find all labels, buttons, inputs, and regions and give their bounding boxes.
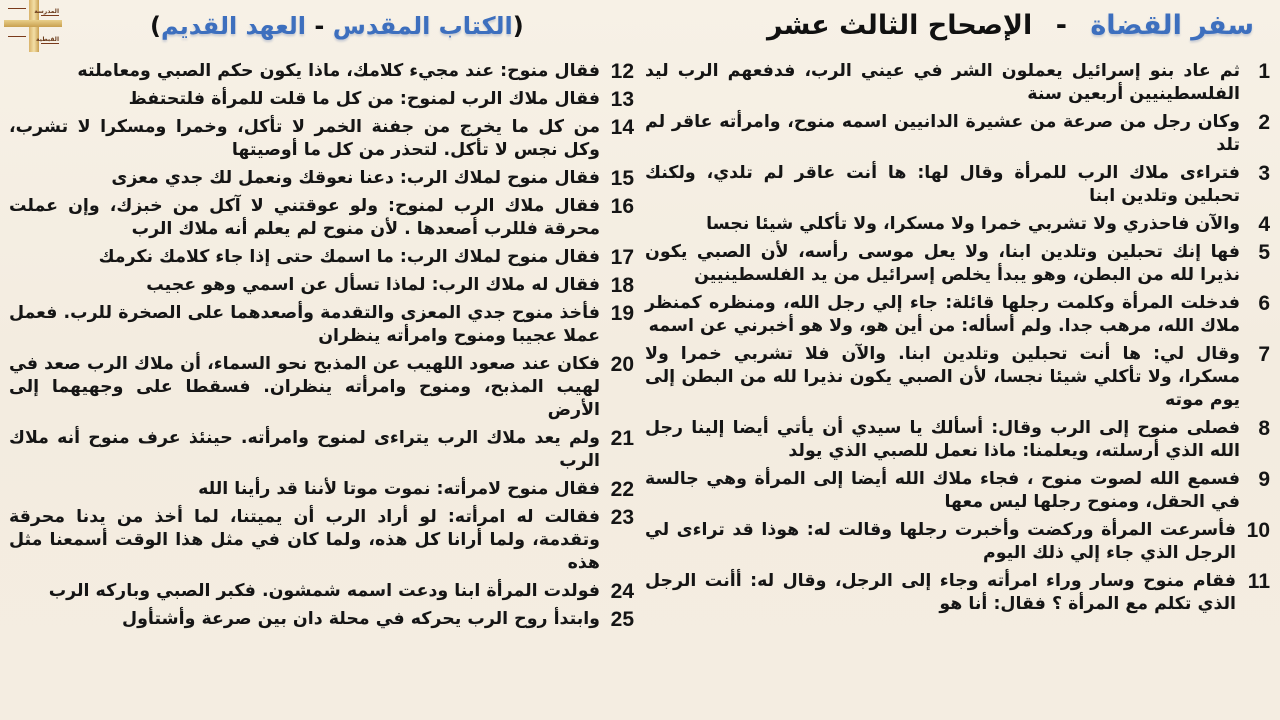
verse-number: 8 bbox=[1258, 417, 1270, 440]
verse bbox=[645, 519, 1270, 565]
verses-column-right bbox=[645, 60, 1270, 621]
verse-text: فأخذ منوح جدي المعزى والتقدمة وأصعدهما على الصخرة للرب. فعمل عملا عجيبا ومنوح وامرأته ينظران bbox=[9, 303, 600, 346]
cross-logo-icon bbox=[4, 0, 62, 52]
open-paren: ( bbox=[512, 12, 524, 40]
verse-text: فدخلت المرأة وكلمت رجلها قائلة: جاء إلي رجل الله، ومنظره كمنظر ملاك الله، مرهب جدا. ولم أسأله: من أين هو، ولا هو أخبرني عن اسمه bbox=[645, 293, 1240, 336]
cross-horizontal-bar bbox=[4, 20, 62, 27]
verse-number: 12 bbox=[610, 60, 634, 83]
verse-text: وابتدأ روح الرب يحركه في محلة دان بين صرعة وأشتأول bbox=[122, 609, 600, 629]
verse-number: 21 bbox=[610, 427, 634, 450]
logo-line-top-left bbox=[8, 8, 26, 9]
verse-text: فقال له ملاك الرب: لماذا تسأل عن اسمي وهو عجيب bbox=[146, 275, 600, 295]
verse-number: 16 bbox=[610, 195, 634, 218]
verse bbox=[645, 241, 1270, 287]
verse-text: فقال ملاك الرب لمنوح: ولو عوقتني لا آكل من خبزك، وإن عملت محرقة فللرب أصعدها . لأن منوح لم يعلم أنه ملاك الرب bbox=[9, 196, 600, 239]
verse-number: 13 bbox=[610, 88, 634, 111]
verse-number: 20 bbox=[610, 353, 634, 376]
verse bbox=[645, 60, 1270, 106]
verse bbox=[9, 478, 634, 501]
verse bbox=[645, 343, 1270, 412]
verse-number: 7 bbox=[1258, 343, 1270, 366]
verse bbox=[9, 60, 634, 83]
verse-number: 24 bbox=[610, 580, 634, 603]
verse-number: 23 bbox=[610, 506, 634, 529]
title-separator: - bbox=[1055, 10, 1067, 41]
verse-number: 14 bbox=[610, 116, 634, 139]
verse-text: وقال لي: ها أنت تحبلين وتلدين ابنا. والآن فلا تشربي خمرا ولا مسكرا، ولا تأكلي شيئا نجسا، لأن الصبي يكون نذيرا لله من البطن إلى يوم موته bbox=[645, 344, 1240, 410]
verse-number: 19 bbox=[610, 302, 634, 325]
verse bbox=[9, 195, 634, 241]
verse-text: وكان رجل من صرعة من عشيرة الدانيين اسمه منوح، وامرأته عاقر لم تلد bbox=[645, 112, 1240, 155]
verse bbox=[9, 246, 634, 269]
verse bbox=[9, 427, 634, 473]
verse-number: 4 bbox=[1258, 213, 1270, 236]
verse-text: فكان عند صعود اللهيب عن المذبح نحو السماء، أن ملاك الرب صعد في لهيب المذبح، ومنوح وامرأته ينظران. فسقطا على وجهيهما إلى الأرض bbox=[9, 354, 600, 420]
logo-text-top: المدرسة bbox=[34, 8, 59, 15]
verse-number: 11 bbox=[1247, 570, 1270, 593]
verse-text: فها إنك تحبلين وتلدين ابنا، ولا يعل موسى رأسه، لأن الصبي يكون نذيرا لله من البطن، وهو يبدأ يخلص إسرائيل من يد الفلسطينيين bbox=[645, 242, 1240, 285]
verse-text: فقال منوح لامرأته: نموت موتا لأننا قد رأينا الله bbox=[198, 479, 600, 499]
verse-number: 3 bbox=[1258, 162, 1270, 185]
verse-text: فقال ملاك الرب لمنوح: من كل ما قلت للمرأة فلتحتفظ bbox=[128, 89, 600, 109]
logo-text-bottom: القبطية bbox=[35, 36, 59, 43]
verse-number: 5 bbox=[1258, 241, 1270, 264]
verse bbox=[645, 162, 1270, 208]
verse-number: 6 bbox=[1258, 292, 1270, 315]
verse-text: ولم يعد ملاك الرب يتراءى لمنوح وامرأته. حينئذ عرف منوح أنه ملاك الرب bbox=[9, 428, 600, 471]
verse bbox=[9, 580, 634, 603]
verse-text: فقال منوح لملاك الرب: دعنا نعوقك ونعمل لك جدي معزى bbox=[111, 168, 600, 188]
verse bbox=[645, 292, 1270, 338]
verse-text: فصلى منوح إلى الرب وقال: أسألك يا سيدي أن يأتي أيضا إلينا رجل الله الذي أرسلته، ويعلمنا: ماذا نعمل للصبي الذي يولد bbox=[645, 418, 1240, 461]
verse-text: فقال منوح لملاك الرب: ما اسمك حتى إذا جاء كلامك نكرمك bbox=[98, 247, 600, 267]
verse bbox=[9, 302, 634, 348]
verse bbox=[645, 417, 1270, 463]
verse bbox=[9, 506, 634, 575]
verses-column-left bbox=[9, 60, 634, 636]
verse-text: فقال منوح: عند مجيء كلامك، ماذا يكون حكم الصبي ومعاملته bbox=[77, 61, 600, 81]
verse-number: 22 bbox=[610, 478, 634, 501]
verse bbox=[645, 468, 1270, 514]
bible-heading bbox=[150, 6, 550, 46]
verse-text: فأسرعت المرأة وركضت وأخبرت رجلها وقالت له: هوذا قد تراءى لي الرجل الذي جاء إلي ذلك اليوم bbox=[645, 520, 1236, 563]
verse-number: 17 bbox=[610, 246, 634, 269]
verse bbox=[9, 274, 634, 297]
logo-line-bottom-left bbox=[8, 36, 26, 37]
verse bbox=[645, 213, 1270, 236]
verse bbox=[9, 88, 634, 111]
bible-separator: - bbox=[314, 12, 325, 40]
testament-title: العهد القديم bbox=[160, 12, 307, 40]
verse bbox=[9, 353, 634, 422]
verse-text: فقالت له امرأته: لو أراد الرب أن يميتنا، لما أخذ من يدنا محرقة وتقدمة، ولما أرانا كل هذه، ولما كان في مثل هذا الوقت أسمعنا مثل هذه bbox=[9, 507, 600, 573]
verse-number: 15 bbox=[610, 167, 634, 190]
verse-text: والآن فاحذري ولا تشربي خمرا ولا مسكرا، ولا تأكلي شيئا نجسا bbox=[706, 214, 1240, 234]
verse-text: من كل ما يخرج من جفنة الخمر لا تأكل، وخمرا ومسكرا لا تشرب، وكل نجس لا تأكل. لتحذر من كل ما أوصيتها bbox=[9, 117, 600, 160]
verse-text: فولدت المرأة ابنا ودعت اسمه شمشون. فكبر الصبي وباركه الرب bbox=[48, 581, 600, 601]
verse-text: فقام منوح وسار وراء امرأته وجاء إلى الرجل، وقال له: أأنت الرجل الذي تكلم مع المرأة ؟ فقال: أنا هو bbox=[645, 571, 1236, 614]
verse-number: 1 bbox=[1258, 60, 1270, 83]
verse bbox=[9, 608, 634, 631]
verse bbox=[9, 167, 634, 190]
verse-text: فسمع الله لصوت منوح ، فجاء ملاك الله أيضا إلى المرأة وهي جالسة في الحقل، ومنوح رجلها ليس معها bbox=[645, 469, 1240, 512]
verse-number: 9 bbox=[1258, 468, 1270, 491]
page-header bbox=[0, 0, 1280, 56]
verse bbox=[645, 570, 1270, 616]
verse bbox=[9, 116, 634, 162]
verse-text: ثم عاد بنو إسرائيل يعملون الشر في عيني الرب، فدفعهم الرب ليد الفلسطينيين أربعين سنة bbox=[645, 61, 1240, 104]
verse bbox=[645, 111, 1270, 157]
book-title: سفر القضاة bbox=[1090, 10, 1254, 41]
close-paren: ) bbox=[150, 12, 161, 40]
verse-number: 10 bbox=[1246, 519, 1270, 542]
bible-title: الكتاب المقدس bbox=[332, 12, 513, 40]
verse-text: فتراءى ملاك الرب للمرأة وقال لها: ها أنت عاقر لم تلدي، ولكنك تحبلين وتلدين ابنا bbox=[645, 163, 1240, 206]
chapter-heading bbox=[654, 6, 1254, 46]
verse-number: 25 bbox=[610, 608, 634, 631]
chapter-title: الإصحاح الثالث عشر bbox=[766, 10, 1033, 41]
verse-number: 18 bbox=[610, 274, 634, 297]
verse-number: 2 bbox=[1258, 111, 1270, 134]
